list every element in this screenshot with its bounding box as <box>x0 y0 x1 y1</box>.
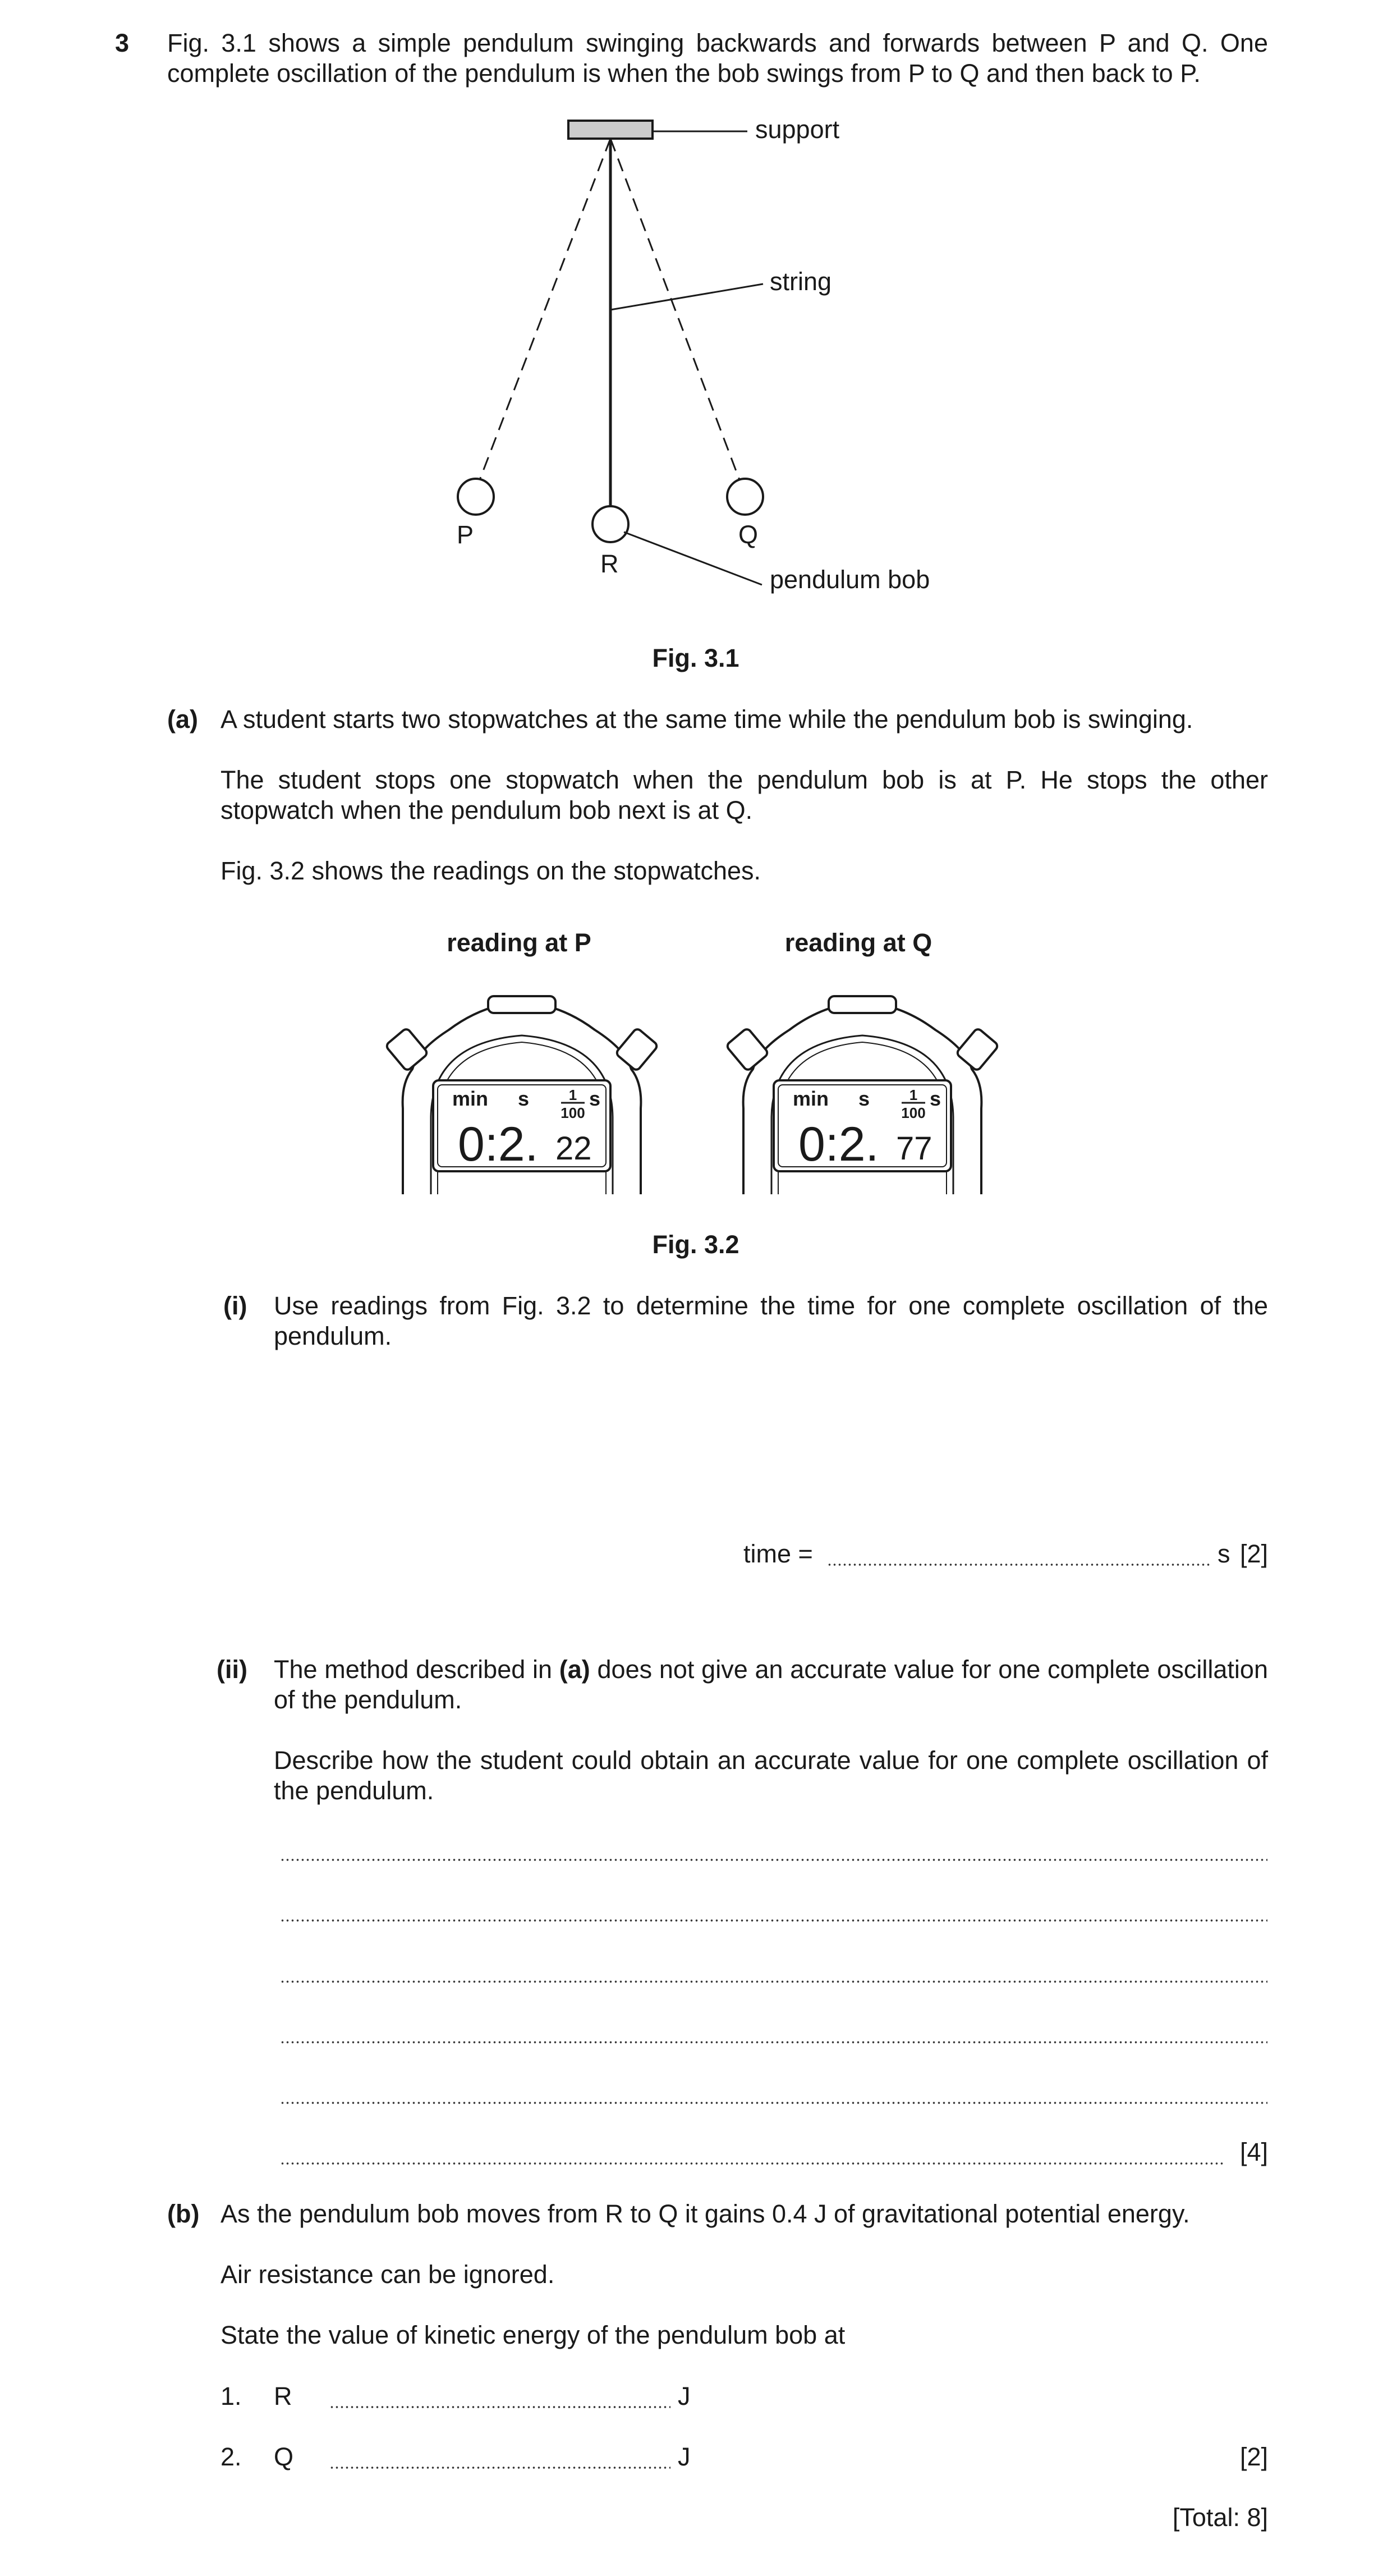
string-leader-line <box>610 284 763 310</box>
watch-p-title: reading at P <box>447 928 591 957</box>
watch-p-unit-s2: s <box>589 1087 601 1110</box>
label-p: P <box>457 520 474 549</box>
watch-p-frac-den: 100 <box>561 1104 585 1121</box>
time-answer-line[interactable] <box>827 1564 1210 1566</box>
support-block <box>568 121 653 139</box>
answer-line-4[interactable] <box>280 2041 1267 2043</box>
dashed-path-to-p <box>480 139 610 480</box>
part-b-p2: Air resistance can be ignored. <box>220 2260 555 2289</box>
pendulum-diagram <box>0 112 1392 617</box>
bob-at-p <box>458 479 494 515</box>
question-intro: Fig. 3.1 shows a simple pendulum swinging backwards and forwards between P and Q. One complete oscillation of the pendulum is when the bob swings from P to Q and then back to P. <box>167 29 1268 88</box>
item-2-unit: J <box>678 2442 691 2471</box>
watch-p-unit-min: min <box>452 1087 489 1110</box>
item-1-unit: J <box>678 2382 691 2410</box>
question-number: 3 <box>115 29 130 57</box>
item-1-number: 1. <box>220 2382 242 2410</box>
time-answer-label: time = <box>743 1539 813 1568</box>
watch-q-title: reading at Q <box>784 928 932 957</box>
part-ai-marks: [2] <box>1240 1539 1269 1568</box>
time-answer-unit: s <box>1218 1539 1230 1568</box>
part-a-p2: The student stops one stopwatch when the pendulum bob is at P. He stops the other stopwatch when the pendulum bob next is at Q. <box>220 766 1268 824</box>
total-marks: [Total: 8] <box>1172 2503 1268 2532</box>
label-q: Q <box>738 520 759 549</box>
watch-p-unit-s: s <box>517 1087 530 1110</box>
label-pendulum-bob: pendulum bob <box>770 565 930 594</box>
ke-at-r-answer-line[interactable] <box>329 2406 670 2408</box>
answer-line-1[interactable] <box>280 1859 1267 1861</box>
part-a-p3: Fig. 3.2 shows the readings on the stopwatches. <box>220 856 761 885</box>
item-1-letter: R <box>274 2382 292 2410</box>
part-b-marks: [2] <box>1240 2442 1269 2471</box>
watch-q-unit-s: s <box>858 1087 870 1110</box>
fig32-caption: Fig. 3.2 <box>652 1230 739 1259</box>
label-string: string <box>770 267 832 296</box>
part-b-p1: As the pendulum bob moves from R to Q it gains 0.4 J of gravitational potential energy. <box>220 2199 1190 2228</box>
watch-q-hundredths: 77 <box>896 1130 932 1167</box>
part-aii-label: (ii) <box>217 1655 247 1684</box>
watch-p-frac-num: 1 <box>568 1087 577 1103</box>
answer-line-3[interactable] <box>280 1981 1267 1983</box>
watch-p-hundredths: 22 <box>555 1130 592 1167</box>
part-aii-p2: Describe how the student could obtain an accurate value for one complete oscillation of the pendulum. <box>274 1746 1268 1805</box>
watch-q-frac-den: 100 <box>901 1104 926 1121</box>
watch-p-main-digits: 0:2. <box>458 1117 539 1171</box>
fig31-caption: Fig. 3.1 <box>652 644 739 672</box>
part-a-p1: A student starts two stopwatches at the same time while the pendulum bob is swinging. <box>220 705 1193 734</box>
answer-line-6[interactable] <box>280 2162 1224 2165</box>
answer-line-5[interactable] <box>280 2102 1267 2104</box>
dashed-path-to-q <box>610 139 739 480</box>
stopwatches-drawing <box>0 988 1392 1201</box>
bob-at-q <box>727 479 763 515</box>
watch-q-unit-min: min <box>792 1087 829 1110</box>
part-aii-marks: [4] <box>1240 2138 1269 2166</box>
bob-at-r <box>592 506 628 542</box>
ke-at-q-answer-line[interactable] <box>329 2467 670 2469</box>
label-r: R <box>600 549 619 578</box>
item-2-letter: Q <box>274 2442 294 2471</box>
watch-q-unit-s2: s <box>929 1087 941 1110</box>
watch-q-frac-num: 1 <box>909 1087 918 1103</box>
answer-line-2[interactable] <box>280 1919 1267 1922</box>
watch-q-main-digits: 0:2. <box>798 1117 879 1171</box>
part-ai-text: Use readings from Fig. 3.2 to determine the time for one complete oscillation of the pendulum. <box>274 1291 1268 1350</box>
part-b-p3: State the value of kinetic energy of the pendulum bob at <box>220 2321 846 2349</box>
part-ai-label: (i) <box>223 1291 247 1320</box>
item-2-number: 2. <box>220 2442 242 2471</box>
part-a-label: (a) <box>167 705 198 734</box>
label-support: support <box>755 115 840 144</box>
part-aii-text: The method described in (a) does not give an accurate value for one complete oscillation of the pendulum. <box>274 1655 1268 1714</box>
part-b-label: (b) <box>167 2199 200 2228</box>
